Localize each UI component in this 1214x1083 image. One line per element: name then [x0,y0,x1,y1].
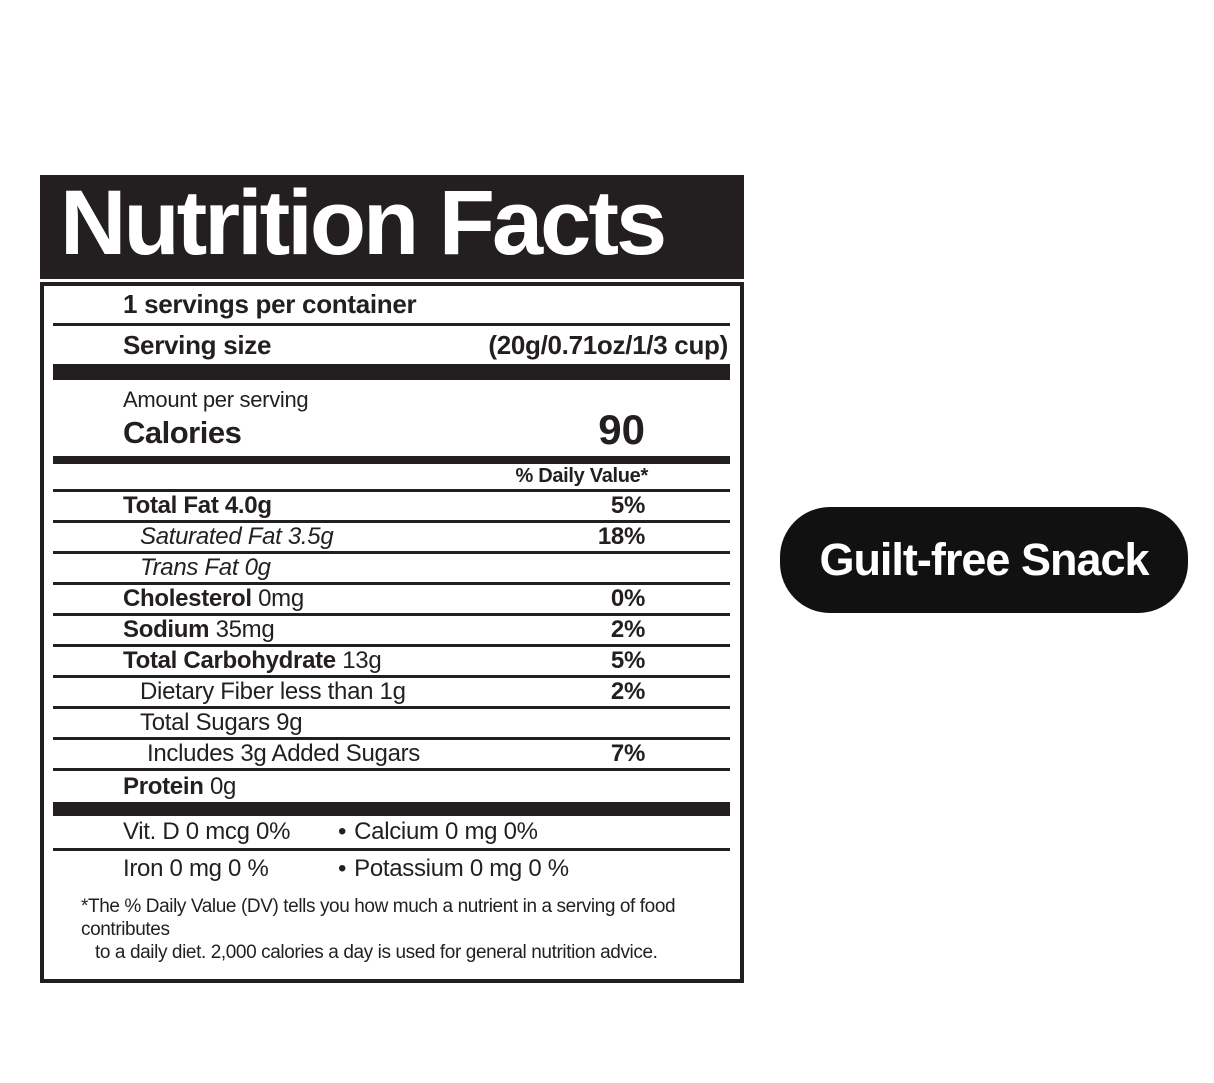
servings-per-container-row [53,286,730,326]
guilt-free-snack-badge [780,507,1188,613]
row-total-carbohydrate [53,647,730,678]
serving-size-value: (20g/0.71oz/1/3 cup) [488,329,728,360]
nutrient-label: Protein 0g [123,772,237,800]
row-trans-fat [53,554,730,585]
nutrient-label: Saturated Fat 3.5g [140,523,334,550]
calories-label: Calories [123,415,242,450]
nutrient-label: Dietary Fiber less than 1g [140,678,406,705]
nutrition-facts-label [40,175,744,983]
serving-size-label: Serving size [123,329,272,360]
row-iron-potassium [53,851,730,886]
nutrient-label: Total Sugars 9g [140,709,303,736]
daily-value-header: % Daily Value* [515,465,648,487]
row-saturated-fat [53,523,730,554]
row-vitamin-d-calcium [53,816,730,851]
row-total-fat [53,492,730,523]
nutrient-percent: 2% [610,616,645,643]
nutrient-percent: 5% [610,647,645,674]
nutrition-facts-header [40,175,744,279]
nutrient-percent: 5% [610,492,645,519]
nutrient-label: Total Fat 4.0g [123,492,272,519]
nutrient-percent: 7% [610,740,645,767]
bullet-icon: • [338,854,347,882]
nutrient-label: Includes 3g Added Sugars [147,740,421,767]
calories-left [123,387,308,451]
guilt-free-snack-text: Guilt-free Snack [819,534,1149,585]
nutrient-label: Sodium 35mg [123,616,275,643]
serving-size-row [53,326,730,364]
footnote-line-1: *The % Daily Value (DV) tells you how much a nutrient in a serving of food contributes [81,896,676,941]
calories-block [53,380,730,456]
nutrient-label: Trans Fat 0g [140,554,271,581]
divider-heavy [53,802,730,816]
calories-value: 90 [598,406,645,453]
row-dietary-fiber [53,678,730,709]
row-total-sugars [53,709,730,740]
bullet-icon: • [338,818,347,845]
row-cholesterol [53,585,730,616]
row-sodium [53,616,730,647]
micronutrient-left: Vit. D 0 mcg 0% [123,818,291,845]
nutrient-percent: 0% [610,585,645,612]
row-protein [53,771,730,802]
nutrient-label: Cholesterol 0mg [123,585,304,612]
footnote-line-2: to a daily diet. 2,000 calories a day is used for general nutrition advice. [95,942,658,964]
nutrient-percent: 18% [597,523,645,550]
divider-thick [53,364,730,380]
micronutrient-right: Calcium 0 mg 0% [354,818,538,845]
nutrient-label: Total Carbohydrate 13g [123,647,382,674]
amount-per-serving-label: Amount per serving [123,387,309,412]
nutrition-facts-body [40,282,744,983]
daily-value-header-row [53,464,730,492]
row-added-sugars [53,740,730,771]
divider-medium [53,456,730,464]
micronutrient-left: Iron 0 mg 0 % [123,854,269,882]
daily-value-footnote [53,886,730,979]
nutrition-facts-title: Nutrition Facts [60,175,665,274]
micronutrient-right: Potassium 0 mg 0 % [354,854,569,882]
nutrient-percent: 2% [610,678,645,705]
servings-per-container-text: 1 servings per container [123,289,417,319]
